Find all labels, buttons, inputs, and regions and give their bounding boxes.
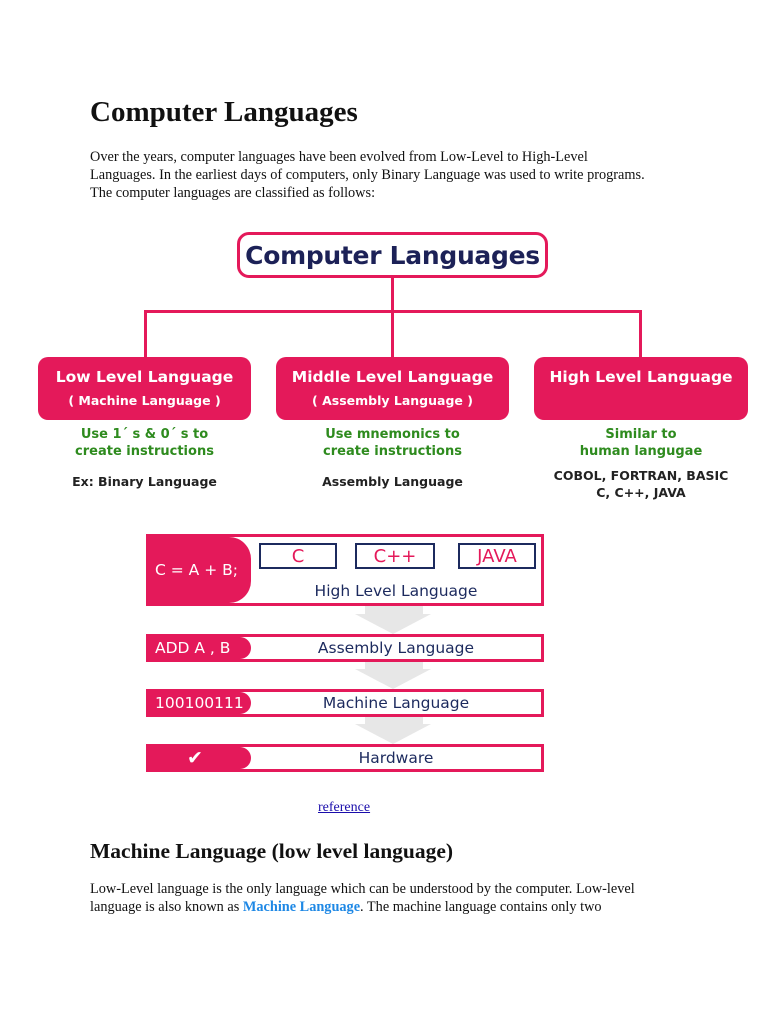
low-level-example bbox=[38, 473, 251, 490]
paragraph-text: language is also known as bbox=[90, 899, 243, 915]
page-title: Computer Languages bbox=[90, 96, 358, 128]
example-line: Ex: Binary Language bbox=[72, 474, 217, 489]
description-line: create instructions bbox=[75, 444, 214, 459]
stack-layer-label: Hardware bbox=[358, 749, 434, 767]
high-level-example bbox=[534, 467, 748, 501]
assembly-row bbox=[146, 634, 544, 662]
down-arrow bbox=[355, 614, 431, 634]
c-language-chip: C bbox=[259, 543, 337, 569]
example-line: C, C++, JAVA bbox=[596, 485, 686, 500]
description-line: Use mnemonics to bbox=[325, 427, 460, 442]
middle-level-example bbox=[276, 473, 509, 490]
low-level-description bbox=[38, 426, 251, 460]
connector-line bbox=[639, 310, 642, 358]
example-line: Assembly Language bbox=[322, 474, 463, 489]
connector-line bbox=[144, 310, 147, 358]
level-name: High Level Language bbox=[549, 368, 733, 386]
java-language-chip: JAVA bbox=[458, 543, 536, 569]
description-line: human langugae bbox=[579, 444, 703, 459]
level-name: Middle Level Language bbox=[291, 368, 494, 386]
section-title: Machine Language (low level language) bbox=[90, 839, 454, 863]
machine-language-highlight: Machine Language bbox=[242, 899, 361, 915]
high-level-row bbox=[146, 534, 544, 606]
high-level-description bbox=[534, 426, 748, 460]
assembly-example-code: ADD A , B bbox=[149, 637, 251, 659]
description-line: create instructions bbox=[323, 444, 462, 459]
stack-layer-label: High Level Language bbox=[314, 582, 478, 600]
stack-layer-label: Machine Language bbox=[322, 694, 470, 712]
intro-line: Languages. In the earliest days of computers, only Binary Language was used to write programs. bbox=[90, 167, 645, 183]
cpp-language-chip: C++ bbox=[355, 543, 435, 569]
reference-link[interactable]: reference bbox=[318, 800, 371, 815]
paragraph-line bbox=[90, 898, 690, 916]
checkmark-icon: ✔ bbox=[149, 747, 251, 769]
level-name: Low Level Language bbox=[55, 368, 234, 386]
machine-row bbox=[146, 689, 544, 717]
section-paragraph bbox=[90, 880, 690, 916]
low-level-box bbox=[38, 357, 251, 420]
level-subtitle: ( Machine Language ) bbox=[68, 393, 221, 408]
stack-layer-label: Assembly Language bbox=[317, 639, 475, 657]
connector-line bbox=[391, 310, 394, 358]
high-level-example-code: C = A + B; bbox=[149, 537, 251, 603]
description-line: Similar to bbox=[605, 427, 677, 442]
paragraph-line: Low-Level language is the only language which can be understood by the computer. Low-level bbox=[90, 881, 635, 897]
paragraph-text: . The machine language contains only two bbox=[360, 899, 602, 915]
example-line: COBOL, FORTRAN, BASIC bbox=[553, 468, 729, 483]
diagram-root-box: Computer Languages bbox=[237, 232, 548, 278]
middle-level-description bbox=[276, 426, 509, 460]
down-arrow bbox=[355, 724, 431, 744]
machine-example-code: 100100111 bbox=[149, 692, 251, 714]
high-level-box bbox=[534, 357, 748, 420]
middle-level-box bbox=[276, 357, 509, 420]
connector-line bbox=[391, 275, 394, 312]
level-subtitle: ( Assembly Language ) bbox=[312, 393, 473, 408]
down-arrow bbox=[355, 669, 431, 689]
intro-line: The computer languages are classified as follows: bbox=[90, 185, 376, 201]
intro-paragraph bbox=[90, 148, 690, 202]
hardware-row bbox=[146, 744, 544, 772]
intro-line: Over the years, computer languages have been evolved from Low-Level to High-Level bbox=[90, 149, 588, 165]
description-line: Use 1´ s & 0´ s to bbox=[80, 427, 209, 442]
